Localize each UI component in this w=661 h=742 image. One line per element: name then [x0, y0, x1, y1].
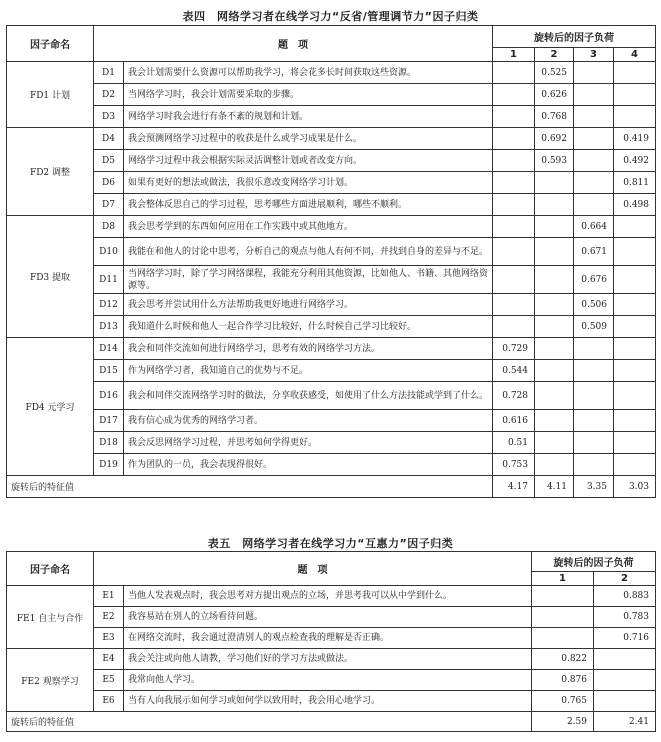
loading-value: 0.671 [574, 238, 614, 266]
item-text: 当网络学习时，除了学习网络课程，我能充分利用其他资源，比如他人、书籍、其他网络资源等。 [124, 266, 493, 294]
item-code: D12 [94, 294, 124, 316]
table-row [7, 106, 656, 128]
header-col-1: 1 [493, 48, 535, 62]
item-code: D7 [94, 194, 124, 216]
table-row [7, 649, 656, 670]
item-text: 我会反思网络学习过程，并思考如何学得更好。 [124, 432, 493, 454]
table-row [7, 194, 656, 216]
item-code: D4 [94, 128, 124, 150]
loading-value [535, 360, 574, 382]
header-row [7, 552, 656, 572]
loading-value [574, 432, 614, 454]
factor-table-reciprocity [6, 551, 656, 732]
loading-value [574, 194, 614, 216]
table-row [7, 691, 656, 712]
loading-value: 0.525 [535, 62, 574, 84]
item-text: 如果有更好的想法或做法，我很乐意改变网络学习计划。 [124, 172, 493, 194]
loading-value [614, 266, 656, 294]
eigenvalue: 2.41 [594, 712, 656, 732]
loading-value [535, 266, 574, 294]
item-code: D17 [94, 410, 124, 432]
loading-value [594, 691, 656, 712]
loading-value [574, 410, 614, 432]
item-text: 作为团队的一员，我会表现得很好。 [124, 454, 493, 476]
loading-value [535, 432, 574, 454]
item-code: D13 [94, 316, 124, 338]
loading-value [614, 316, 656, 338]
item-text: 我常向他人学习。 [124, 670, 532, 691]
loading-value [614, 360, 656, 382]
item-code: D11 [94, 266, 124, 294]
eigenvalue: 3.03 [614, 476, 656, 498]
loading-value [574, 172, 614, 194]
loading-value [535, 238, 574, 266]
factor-name: FE2 观察学习 [7, 649, 94, 712]
table-row [7, 382, 656, 410]
item-text: 我会计划需要什么资源可以帮助我学习，将会花多长时间获取这些资源。 [124, 62, 493, 84]
loading-value [493, 62, 535, 84]
loading-value [535, 172, 574, 194]
factor-name: FD2 调整 [7, 128, 94, 216]
loading-value: 0.593 [535, 150, 574, 172]
loading-value [493, 194, 535, 216]
table-row [7, 607, 656, 628]
item-code: E1 [94, 586, 124, 607]
loading-value: 0.676 [574, 266, 614, 294]
loading-value: 0.544 [493, 360, 535, 382]
loading-value: 0.728 [493, 382, 535, 410]
loading-value: 0.419 [614, 128, 656, 150]
header-col-4: 4 [614, 48, 656, 62]
item-text: 网络学习过程中我会根据实际灵活调整计划或者改变方向。 [124, 150, 493, 172]
table-row [7, 216, 656, 238]
item-code: E5 [94, 670, 124, 691]
factor-table-reflection [6, 25, 656, 498]
table-row [7, 294, 656, 316]
header-factor-name: 因子命名 [7, 26, 94, 62]
eigenvalue-row [7, 712, 656, 732]
item-code: D2 [94, 84, 124, 106]
header-col-1: 1 [532, 572, 594, 586]
item-code: E3 [94, 628, 124, 649]
table-row [7, 360, 656, 382]
loading-value: 0.664 [574, 216, 614, 238]
loading-value: 0.716 [594, 628, 656, 649]
loading-value [574, 454, 614, 476]
loading-value: 0.811 [614, 172, 656, 194]
item-code: D14 [94, 338, 124, 360]
loading-value: 0.51 [493, 432, 535, 454]
item-code: D1 [94, 62, 124, 84]
loading-value: 0.616 [493, 410, 535, 432]
loading-value [535, 194, 574, 216]
factor-name: FE1 自主与合作 [7, 586, 94, 649]
loading-value [535, 294, 574, 316]
item-text: 我容易站在别人的立场看待问题。 [124, 607, 532, 628]
loading-value [535, 338, 574, 360]
eigenvalue: 3.35 [574, 476, 614, 498]
loading-value [574, 106, 614, 128]
loading-value [535, 382, 574, 410]
item-text: 作为网络学习者，我知道自己的优势与不足。 [124, 360, 493, 382]
table-row [7, 454, 656, 476]
loading-value [574, 84, 614, 106]
loading-value [493, 150, 535, 172]
loading-value [614, 238, 656, 266]
loading-value [574, 382, 614, 410]
item-text: 当有人向我展示如何学习或如何学以致用时，我会用心地学习。 [124, 691, 532, 712]
item-code: D5 [94, 150, 124, 172]
loading-value [493, 106, 535, 128]
item-text: 在网络交流时，我会通过澄清别人的观点检查我的理解是否正确。 [124, 628, 532, 649]
loading-value [594, 670, 656, 691]
header-loading-title: 旋转后的因子负荷 [532, 552, 656, 572]
item-code: E4 [94, 649, 124, 670]
eigenvalue-label: 旋转后的特征值 [7, 712, 532, 732]
item-code: D3 [94, 106, 124, 128]
loading-value [614, 294, 656, 316]
loading-value [614, 338, 656, 360]
loading-value: 0.822 [532, 649, 594, 670]
eigenvalue-label: 旋转后的特征值 [7, 476, 493, 498]
table-row [7, 266, 656, 294]
item-text: 我会整体反思自己的学习过程，思考哪些方面进展顺利，哪些不顺利。 [124, 194, 493, 216]
loading-value [535, 454, 574, 476]
loading-value [614, 410, 656, 432]
header-item: 题 项 [94, 26, 493, 62]
loading-value [493, 266, 535, 294]
item-text: 我会思考学到的东西如何应用在工作实践中或其他地方。 [124, 216, 493, 238]
loading-value [574, 128, 614, 150]
header-factor-name: 因子命名 [7, 552, 94, 586]
loading-value: 0.626 [535, 84, 574, 106]
item-code: E2 [94, 607, 124, 628]
loading-value: 0.783 [594, 607, 656, 628]
item-text: 我会和同伴交流如何进行网络学习，思考有效的网络学习方法。 [124, 338, 493, 360]
table-row [7, 586, 656, 607]
table-row [7, 150, 656, 172]
factor-name: FD1 计划 [7, 62, 94, 128]
header-loading-title: 旋转后的因子负荷 [493, 26, 656, 48]
loading-value [532, 586, 594, 607]
table-row [7, 238, 656, 266]
item-code: D18 [94, 432, 124, 454]
item-text: 我会预测网络学习过程中的收获是什么或学习成果是什么。 [124, 128, 493, 150]
loading-value: 0.509 [574, 316, 614, 338]
loading-value [493, 216, 535, 238]
item-code: D8 [94, 216, 124, 238]
loading-value: 0.729 [493, 338, 535, 360]
table-row [7, 670, 656, 691]
loading-value [614, 62, 656, 84]
loading-value [493, 294, 535, 316]
item-text: 当网络学习时，我会计划需要采取的步骤。 [124, 84, 493, 106]
table-row [7, 410, 656, 432]
eigenvalue: 4.11 [535, 476, 574, 498]
loading-value [614, 216, 656, 238]
loading-value: 0.765 [532, 691, 594, 712]
item-code: D10 [94, 238, 124, 266]
loading-value [614, 106, 656, 128]
loading-value [574, 360, 614, 382]
item-text: 我能在和他人的讨论中思考，分析自己的观点与他人有何不同，并找到自身的差异与不足。 [124, 238, 493, 266]
item-text: 我会和同伴交流网络学习时的做法，分享收获感受，如使用了什么方法技能或学到了什么。 [124, 382, 493, 410]
eigenvalue-row [7, 476, 656, 498]
loading-value: 0.506 [574, 294, 614, 316]
item-code: D16 [94, 382, 124, 410]
eigenvalue: 4.17 [493, 476, 535, 498]
loading-value [493, 316, 535, 338]
item-text: 我会关注或向他人请教，学习他们好的学习方法或做法。 [124, 649, 532, 670]
loading-value: 0.692 [535, 128, 574, 150]
loading-value: 0.768 [535, 106, 574, 128]
factor-name: FD4 元学习 [7, 338, 94, 476]
header-item: 题 项 [94, 552, 532, 586]
loading-value: 0.753 [493, 454, 535, 476]
item-text: 我会思考并尝试用什么方法帮助我更好地进行网络学习。 [124, 294, 493, 316]
loading-value: 0.498 [614, 194, 656, 216]
loading-value [535, 216, 574, 238]
table-row [7, 62, 656, 84]
loading-value [493, 84, 535, 106]
loading-value [493, 128, 535, 150]
header-col-2: 2 [594, 572, 656, 586]
header-col-3: 3 [574, 48, 614, 62]
table-row [7, 172, 656, 194]
item-text: 我知道什么时候和他人一起合作学习比较好，什么时候自己学习比较好。 [124, 316, 493, 338]
item-code: D6 [94, 172, 124, 194]
loading-value [614, 382, 656, 410]
header-row [7, 26, 656, 48]
item-code: E6 [94, 691, 124, 712]
loading-value [535, 316, 574, 338]
item-code: D15 [94, 360, 124, 382]
loading-value [532, 628, 594, 649]
item-code: D19 [94, 454, 124, 476]
loading-value [594, 649, 656, 670]
table-row [7, 128, 656, 150]
loading-value: 0.492 [614, 150, 656, 172]
table5-caption: 表五 网络学习者在线学习力“互惠力”因子归类 [207, 537, 454, 550]
loading-value [493, 238, 535, 266]
eigenvalue: 2.59 [532, 712, 594, 732]
loading-value: 0.876 [532, 670, 594, 691]
loading-value [574, 62, 614, 84]
loading-value: 0.883 [594, 586, 656, 607]
loading-value [614, 84, 656, 106]
factor-name: FD3 提取 [7, 216, 94, 338]
table-row [7, 432, 656, 454]
loading-value [614, 454, 656, 476]
table-row [7, 316, 656, 338]
table4-caption: 表四 网络学习者在线学习力“反省/管理调节力”因子归类 [182, 10, 479, 23]
table-row [7, 628, 656, 649]
item-text: 当他人发表观点时，我会思考对方提出观点的立场，并思考我可以从中学到什么。 [124, 586, 532, 607]
table-row [7, 84, 656, 106]
item-text: 我有信心成为优秀的网络学习者。 [124, 410, 493, 432]
loading-value [535, 410, 574, 432]
table-row [7, 338, 656, 360]
header-col-2: 2 [535, 48, 574, 62]
item-text: 网络学习时我会进行有条不紊的规划和计划。 [124, 106, 493, 128]
loading-value [493, 172, 535, 194]
loading-value [532, 607, 594, 628]
loading-value [574, 338, 614, 360]
loading-value [614, 432, 656, 454]
loading-value [574, 150, 614, 172]
